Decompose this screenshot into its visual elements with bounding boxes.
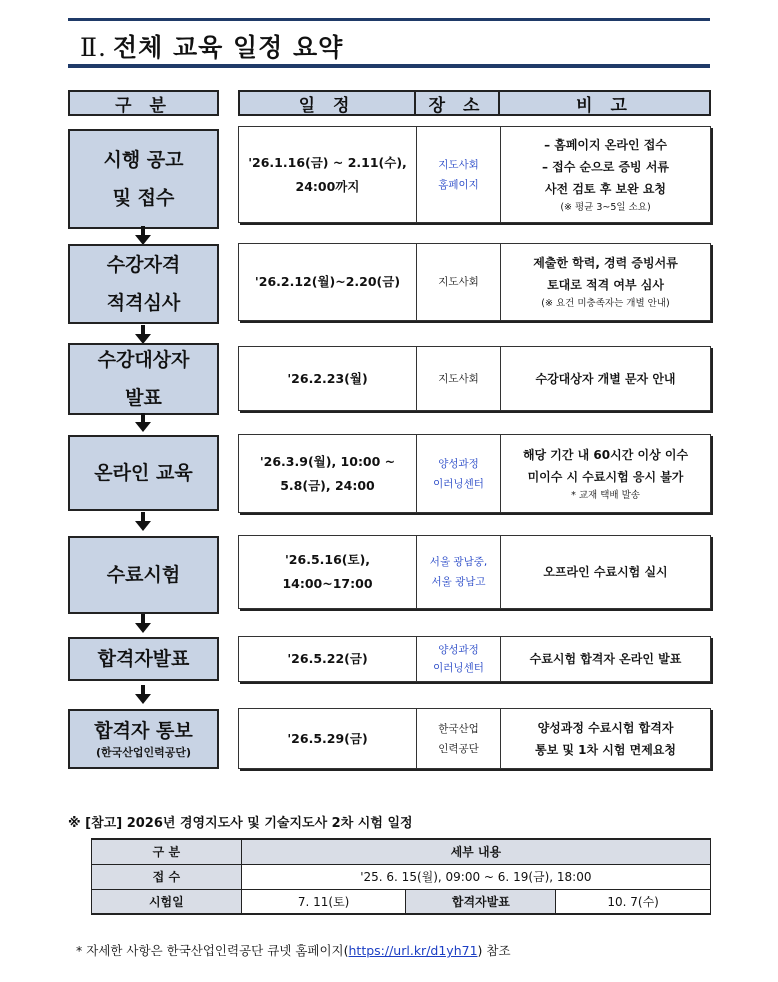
header-schedule: 일 정 bbox=[238, 90, 416, 116]
stage-selection bbox=[68, 343, 219, 415]
schedule-row-result-notification bbox=[238, 708, 711, 769]
table-row bbox=[92, 864, 711, 889]
footnote bbox=[76, 941, 511, 959]
stage-result-announcement bbox=[68, 637, 219, 681]
table-row bbox=[92, 839, 711, 864]
note-line: 오프라인 수료시험 실시 bbox=[543, 565, 668, 579]
note-line: 수료시험 합격자 온라인 발표 bbox=[529, 652, 682, 666]
section-title bbox=[68, 18, 710, 68]
note-line: 미이수 시 수료시험 응시 불가 bbox=[527, 469, 684, 484]
place-line: 인력공단 bbox=[438, 742, 479, 755]
page-title bbox=[80, 28, 343, 64]
stage-announcement bbox=[68, 129, 219, 229]
note-line: 제출한 학력, 경력 증빙서류 bbox=[533, 256, 678, 270]
place-line: 양성과정 bbox=[438, 644, 479, 656]
note-small: (※ 평균 3~5일 소요) bbox=[560, 201, 651, 213]
note-line: 통보 및 1차 시험 면제요청 bbox=[535, 742, 676, 757]
arrow-down-icon bbox=[133, 614, 153, 634]
col-header-detail: 세부 내용 bbox=[241, 839, 710, 864]
note-line: 수강대상자 개별 문자 안내 bbox=[535, 371, 676, 386]
place-line: 지도사회 bbox=[438, 276, 479, 288]
reference-title: ※ [참고] 2026년 경영지도사 및 기술지도사 2차 시험 일정 bbox=[68, 816, 413, 831]
schedule-note bbox=[501, 244, 710, 320]
stage-name-line2: 적격심사 bbox=[106, 292, 181, 314]
note-small: (※ 요건 미충족자는 개별 안내) bbox=[541, 298, 670, 309]
stage-eligibility bbox=[68, 244, 219, 324]
place-line: 홈페이지 bbox=[438, 178, 479, 191]
note-line: 해당 기간 내 60시간 이상 이수 bbox=[522, 447, 689, 462]
note-line: 양성과정 수료시험 합격자 bbox=[537, 720, 674, 735]
schedule-date bbox=[239, 244, 417, 320]
date-line: '26.5.16(토), bbox=[284, 552, 371, 567]
exam-value: 7. 11(토) bbox=[241, 889, 406, 914]
date-line: '26.5.22(금) bbox=[287, 651, 368, 666]
note-small: * 교재 택배 발송 bbox=[571, 489, 640, 501]
schedule-place bbox=[417, 536, 501, 608]
stage-name: 시행 공고 bbox=[103, 149, 184, 171]
header-note: 비 고 bbox=[500, 90, 711, 116]
qnet-link[interactable]: https://url.kr/d1yh71 bbox=[348, 943, 478, 958]
title-roman-numeral: Ⅱ. bbox=[80, 33, 107, 62]
stage-name: 수강자격 bbox=[106, 254, 181, 276]
schedule-row-online-education bbox=[238, 434, 711, 513]
title-bottom-rule bbox=[68, 64, 710, 68]
date-line: '26.1.16(금) ~ 2.11(수), bbox=[248, 154, 407, 170]
schedule-row-result-announcement bbox=[238, 636, 711, 682]
stage-name-line2: 발표 bbox=[125, 387, 162, 409]
stage-online-education bbox=[68, 435, 219, 511]
footnote-prefix: * 자세한 사항은 한국산업인력공단 큐넷 홈페이지( bbox=[76, 943, 349, 958]
stage-name: 수료시험 bbox=[106, 564, 181, 586]
schedule-note bbox=[501, 709, 710, 768]
stage-final-exam bbox=[68, 536, 219, 614]
note-line: – 접수 순으로 증빙 서류 bbox=[541, 159, 670, 174]
place-line: 지도사회 bbox=[438, 158, 479, 171]
place-line: 서울 광남고 bbox=[431, 576, 486, 588]
exam-label: 시험일 bbox=[92, 889, 242, 914]
date-line: '26.5.29(금) bbox=[287, 730, 368, 746]
date-line: '26.2.12(월)~2.20(금) bbox=[254, 274, 401, 289]
note-line: 사전 검토 후 보완 요청 bbox=[544, 181, 667, 196]
place-line: 서울 광남중, bbox=[429, 556, 488, 568]
stage-sub-label: (한국산업인력공단) bbox=[95, 746, 192, 759]
date-line: '26.2.23(월) bbox=[287, 370, 368, 386]
schedule-note bbox=[501, 637, 710, 681]
stage-name: 합격자발표 bbox=[97, 648, 190, 670]
schedule-date bbox=[239, 637, 417, 681]
footnote-suffix: ) 참조 bbox=[477, 943, 511, 958]
date-line: 14:00~17:00 bbox=[282, 576, 373, 591]
schedule-row-final-exam bbox=[238, 535, 711, 609]
col-header-category: 구 분 bbox=[92, 839, 242, 864]
receipt-value: '25. 6. 15(월), 09:00 ~ 6. 19(금), 18:00 bbox=[241, 864, 710, 889]
stage-result-notification bbox=[68, 709, 219, 769]
announce-label: 합격자발표 bbox=[406, 889, 556, 914]
note-line: 토대로 적격 여부 심사 bbox=[547, 278, 664, 292]
schedule-row-selection bbox=[238, 346, 711, 411]
place-line: 이러닝센터 bbox=[433, 662, 484, 674]
place-line: 한국산업 bbox=[438, 722, 479, 735]
place-line: 이러닝센터 bbox=[433, 477, 484, 490]
stage-name: 합격자 통보 bbox=[94, 720, 193, 742]
title-top-rule bbox=[68, 18, 710, 21]
stage-name: 수강대상자 bbox=[97, 349, 190, 371]
place-line: 지도사회 bbox=[438, 372, 479, 385]
stage-name-line2: 및 접수 bbox=[112, 187, 175, 209]
header-category: 구 분 bbox=[68, 90, 219, 116]
date-line: '26.3.9(월), 10:00 ~ bbox=[259, 453, 396, 469]
schedule-place bbox=[417, 637, 501, 681]
schedule-note bbox=[501, 347, 710, 410]
note-line: – 홈페이지 온라인 접수 bbox=[544, 137, 667, 152]
schedule-row-eligibility bbox=[238, 243, 711, 321]
schedule-note bbox=[501, 127, 710, 222]
table-row bbox=[92, 889, 711, 914]
arrow-down-icon bbox=[133, 685, 153, 705]
schedule-note bbox=[501, 435, 710, 512]
arrow-down-icon bbox=[133, 413, 153, 433]
header-place: 장 소 bbox=[416, 90, 500, 116]
receipt-label: 접 수 bbox=[92, 864, 242, 889]
schedule-row-announcement bbox=[238, 126, 711, 223]
schedule-place bbox=[417, 127, 501, 222]
schedule-date bbox=[239, 127, 417, 222]
date-line: 24:00까지 bbox=[295, 178, 360, 194]
date-line: 5.8(금), 24:00 bbox=[280, 477, 375, 493]
stage-name: 온라인 교육 bbox=[94, 462, 193, 484]
schedule-place bbox=[417, 709, 501, 768]
title-text: 전체 교육 일정 요약 bbox=[112, 33, 344, 62]
place-line: 양성과정 bbox=[438, 457, 479, 470]
schedule-place bbox=[417, 244, 501, 320]
schedule-date bbox=[239, 709, 417, 768]
announce-value: 10. 7(수) bbox=[556, 889, 711, 914]
arrow-down-icon bbox=[133, 226, 153, 246]
schedule-note bbox=[501, 536, 710, 608]
reference-table bbox=[91, 838, 711, 915]
schedule-place bbox=[417, 435, 501, 512]
arrow-down-icon bbox=[133, 512, 153, 532]
schedule-date bbox=[239, 347, 417, 410]
schedule-place bbox=[417, 347, 501, 410]
schedule-date bbox=[239, 435, 417, 512]
schedule-date bbox=[239, 536, 417, 608]
